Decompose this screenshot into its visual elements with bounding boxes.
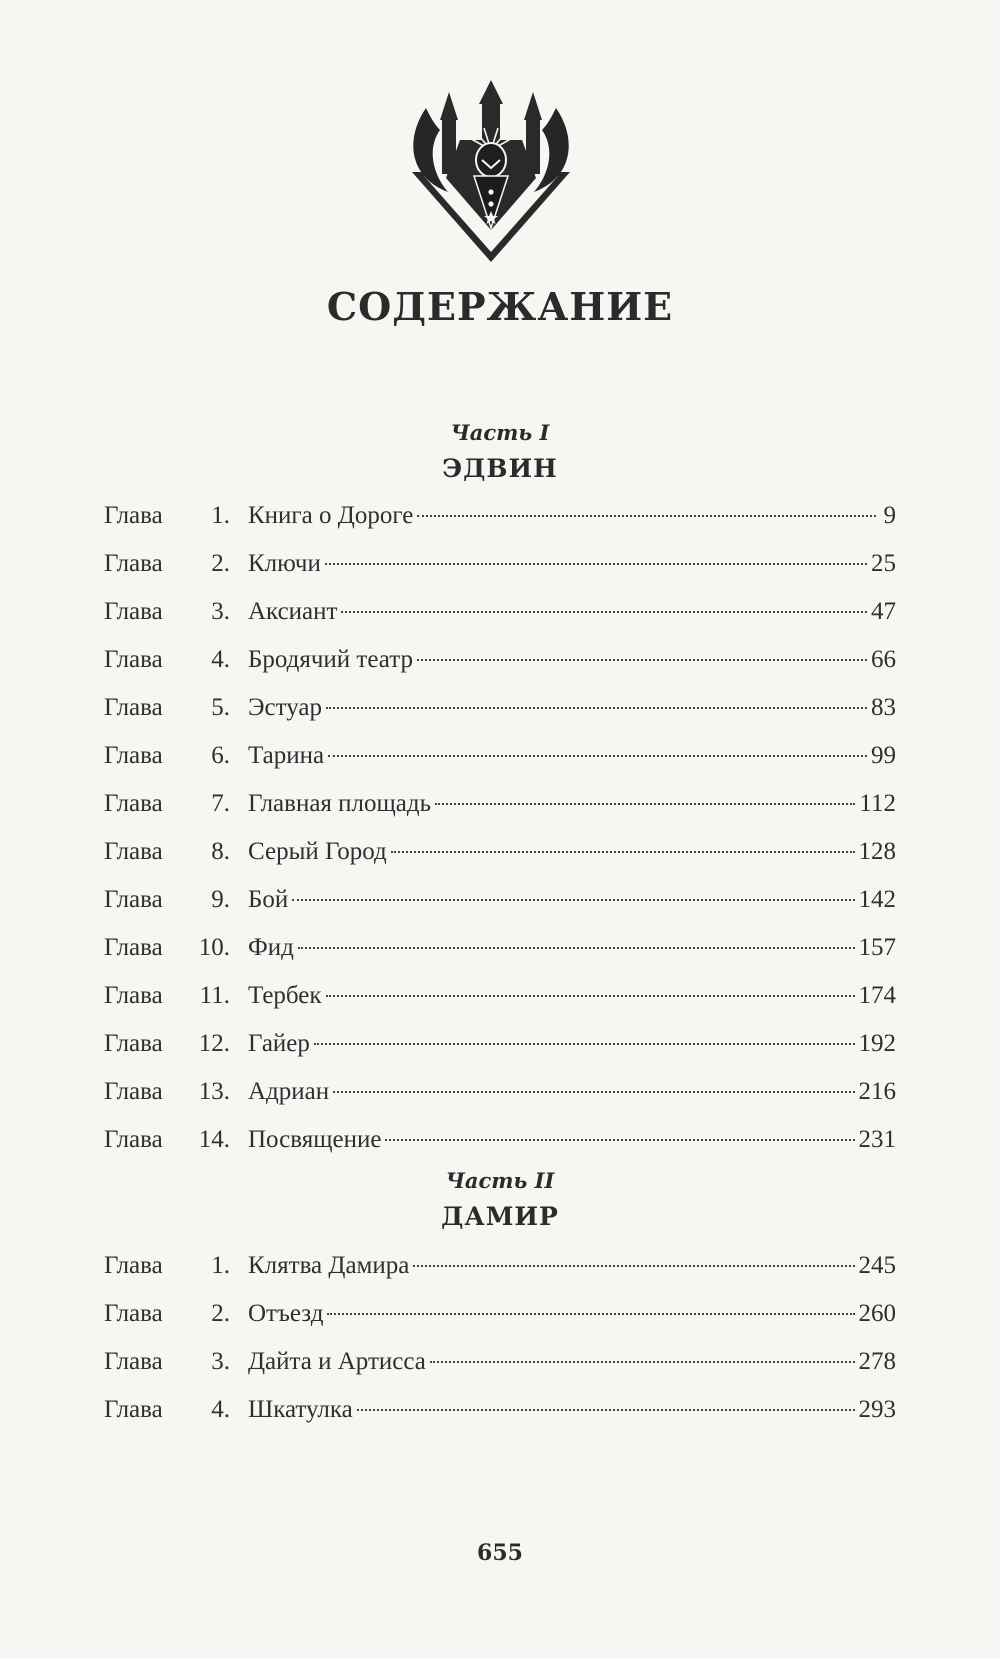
part-2-chapter-list — [104, 1252, 896, 1444]
chapter-page-number: 66 — [871, 646, 896, 673]
chapter-entry[interactable] — [104, 886, 896, 934]
chapter-entry[interactable] — [104, 1252, 896, 1300]
chapter-page-number: 216 — [858, 1078, 896, 1105]
chapter-entry[interactable] — [104, 646, 896, 694]
chapter-page-number: 260 — [858, 1300, 896, 1327]
dot-leader — [326, 707, 867, 709]
dot-leader — [325, 563, 867, 565]
dot-leader — [385, 1139, 854, 1141]
chapter-title: Аксиант — [248, 598, 338, 625]
chapter-entry[interactable] — [104, 838, 896, 886]
chapter-title: Бой — [248, 886, 289, 913]
chapter-word: Глава — [104, 550, 163, 577]
chapter-number: 4. — [211, 1396, 230, 1423]
dot-leader — [435, 803, 855, 805]
chapter-entry[interactable] — [104, 502, 896, 550]
chapter-number: 10. — [198, 934, 230, 961]
chapter-number: 4. — [211, 646, 230, 673]
dot-leader — [327, 1313, 854, 1315]
chapter-entry[interactable] — [104, 790, 896, 838]
chapter-word: Глава — [104, 790, 163, 817]
chapter-title: Бродячий театр — [248, 646, 413, 673]
chapter-number: 6. — [211, 742, 230, 769]
part-1-name: ЭДВИН — [442, 454, 558, 483]
chapter-page-number: 192 — [858, 1030, 896, 1057]
chapter-title: Шкатулка — [248, 1396, 353, 1423]
chapter-entry[interactable] — [104, 1348, 896, 1396]
dot-leader — [314, 1043, 855, 1045]
chapter-title: Адриан — [248, 1078, 330, 1105]
dot-leader — [413, 1265, 854, 1267]
chapter-page-number: 99 — [871, 742, 896, 769]
chapter-word: Глава — [104, 1348, 163, 1375]
chapter-number: 12. — [198, 1030, 230, 1057]
chapter-word: Глава — [104, 1252, 163, 1279]
chapter-title: Фид — [248, 934, 294, 961]
part-2-label: Часть II — [445, 1168, 555, 1193]
chapter-page-number: 278 — [858, 1348, 896, 1375]
chapter-title: Посвящение — [248, 1126, 382, 1153]
chapter-word: Глава — [104, 1300, 163, 1327]
chapter-word: Глава — [104, 1396, 163, 1423]
chapter-page-number: 47 — [871, 598, 896, 625]
chapter-title: Тарина — [248, 742, 325, 769]
chapter-number: 13. — [198, 1078, 230, 1105]
chapter-page-number: 128 — [858, 838, 896, 865]
chapter-word: Глава — [104, 1030, 163, 1057]
part-2-name: ДАМИР — [441, 1202, 559, 1231]
chapter-word: Глава — [104, 1078, 163, 1105]
chapter-number: 8. — [211, 838, 230, 865]
chapter-word: Глава — [104, 838, 163, 865]
chapter-number: 11. — [199, 982, 230, 1009]
chapter-word: Глава — [104, 646, 163, 673]
chapter-word: Глава — [104, 694, 163, 721]
chapter-word: Глава — [104, 982, 163, 1009]
part-1-chapter-list — [104, 502, 896, 1174]
chapter-page-number: 231 — [858, 1126, 896, 1153]
chapter-page-number: 112 — [859, 790, 896, 817]
chapter-number: 9. — [211, 886, 230, 913]
chapter-entry[interactable] — [104, 1300, 896, 1348]
chapter-page-number: 293 — [858, 1396, 896, 1423]
page-number: 655 — [477, 1540, 523, 1566]
chapter-number: 3. — [211, 598, 230, 625]
chapter-word: Глава — [104, 934, 163, 961]
chapter-title: Ключи — [248, 550, 321, 577]
chapter-word: Глава — [104, 742, 163, 769]
chapter-title: Книга о Дороге — [248, 502, 414, 529]
chapter-entry[interactable] — [104, 694, 896, 742]
chapter-number: 14. — [198, 1126, 230, 1153]
dot-leader — [292, 899, 854, 901]
chapter-entry[interactable] — [104, 1030, 896, 1078]
chapter-page-number: 142 — [858, 886, 896, 913]
chapter-word: Глава — [104, 598, 163, 625]
dot-leader — [333, 1091, 854, 1093]
chapter-entry[interactable] — [104, 934, 896, 982]
chapter-title: Эстуар — [248, 694, 322, 721]
chapter-number: 1. — [211, 1252, 230, 1279]
chapter-page-number: 25 — [871, 550, 896, 577]
chapter-number: 3. — [211, 1348, 230, 1375]
dot-leader — [357, 1409, 855, 1411]
dot-leader — [417, 515, 876, 517]
dot-leader — [341, 611, 867, 613]
chapter-number: 5. — [211, 694, 230, 721]
chapter-title: Тербек — [248, 982, 322, 1009]
chapter-title: Серый Город — [248, 838, 387, 865]
dot-leader — [298, 947, 855, 949]
chapter-title: Гайер — [248, 1030, 310, 1057]
chapter-entry[interactable] — [104, 1396, 896, 1444]
chapter-number: 7. — [211, 790, 230, 817]
chapter-page-number: 157 — [858, 934, 896, 961]
page-title: СОДЕРЖАНИЕ — [326, 284, 674, 329]
chapter-word: Глава — [104, 1126, 163, 1153]
chapter-title: Клятва Дамира — [248, 1252, 410, 1279]
part-1-label: Часть I — [450, 420, 550, 445]
chapter-entry[interactable] — [104, 550, 896, 598]
chapter-entry[interactable] — [104, 1078, 896, 1126]
chapter-page-number: 9 — [883, 502, 896, 529]
dot-leader — [326, 995, 855, 997]
chapter-title: Главная площадь — [248, 790, 431, 817]
chapter-number: 1. — [211, 502, 230, 529]
chapter-title: Отъезд — [248, 1300, 324, 1327]
chapter-entry[interactable] — [104, 598, 896, 646]
dot-leader — [391, 851, 855, 853]
chapter-entry[interactable] — [104, 742, 896, 790]
castle-crest-emblem-icon — [404, 80, 578, 264]
chapter-number: 2. — [211, 1300, 230, 1327]
dot-leader — [430, 1361, 855, 1363]
dot-leader — [417, 659, 867, 661]
chapter-page-number: 245 — [858, 1252, 896, 1279]
dot-leader — [328, 755, 867, 757]
chapter-number: 2. — [211, 550, 230, 577]
chapter-entry[interactable] — [104, 982, 896, 1030]
chapter-entry[interactable] — [104, 1126, 896, 1174]
chapter-title: Дайта и Артисса — [248, 1348, 426, 1375]
chapter-page-number: 83 — [871, 694, 896, 721]
chapter-page-number: 174 — [858, 982, 896, 1009]
chapter-word: Глава — [104, 886, 163, 913]
chapter-word: Глава — [104, 502, 163, 529]
